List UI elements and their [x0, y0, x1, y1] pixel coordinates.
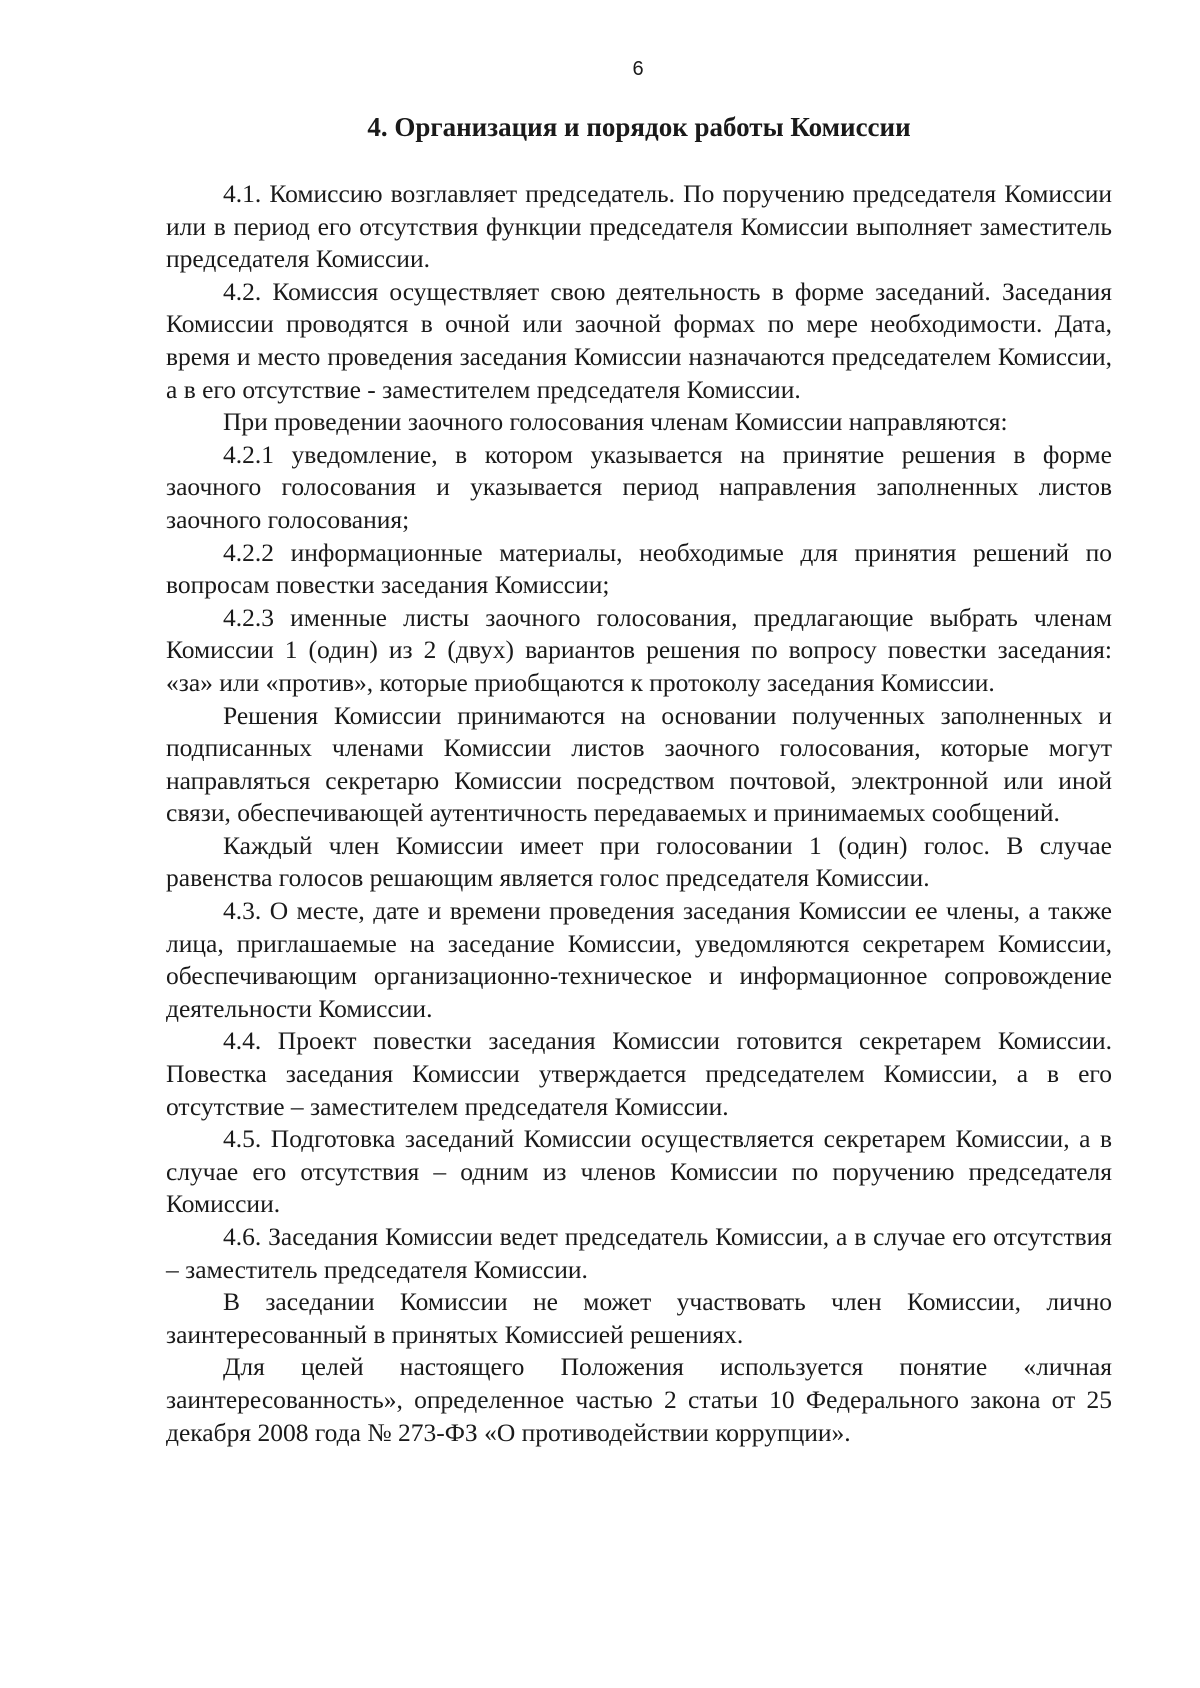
paragraph-4-3: 4.3. О месте, дате и времени проведения заседания Комиссии ее члены, а также лица, приглашаемые на заседание Комиссии, уведомляются секретарем Комиссии, обеспечивающим организационно-техническое и информационное сопровождение деятельности Комиссии. — [166, 896, 1112, 1023]
paragraph-4-1: 4.1. Комиссию возглавляет председатель. По поручению председателя Комиссии или в период его отсутствия функции председателя Комиссии выполняет заместитель председателя Комиссии. — [166, 179, 1112, 274]
page-number: 6 — [632, 58, 644, 80]
paragraph-definition: Для целей настоящего Положения используется понятие «личная заинтересованность», определенное частью 2 статьи 10 Федерального закона от 25 декабря 2008 года № 273-ФЗ «О противодействии коррупции». — [166, 1352, 1112, 1447]
paragraph-4-2-3: 4.2.3 именные листы заочного голосования, предлагающие выбрать членам Комиссии 1 (один) из 2 (двух) вариантов решения по вопросу повестки заседания: «за» или «против», которые приобщаются к протоколу заседания Комиссии. — [166, 602, 1112, 697]
paragraph-4-2-2: 4.2.2 информационные материалы, необходимые для принятия решений по вопросам повестки заседания Комиссии; — [166, 537, 1112, 600]
document-body — [166, 178, 1112, 1449]
paragraph-4-2: 4.2. Комиссия осуществляет свою деятельность в форме заседаний. Заседания Комиссии проводятся в очной или заочной формах по мере необходимости. Дата, время и место проведения заседания Комиссии назначаются председателем Комиссии, а в его отсутствие - заместителем председателя Комиссии. — [166, 276, 1112, 404]
paragraph-votes: Каждый член Комиссии имеет при голосовании 1 (один) голос. В случае равенства голосов решающим является голос председателя Комиссии. — [166, 830, 1112, 893]
paragraph-decisions: Решения Комиссии принимаются на основании полученных заполненных и подписанных членами Комиссии листов заочного голосования, которые могут направляться секретарю Комиссии посредством почтовой, электронной или иной связи, обеспечивающей аутентичность передаваемых и принимаемых сообщений. — [166, 700, 1112, 828]
paragraph-conflict: В заседании Комиссии не может участвовать член Комиссии, лично заинтересованный в принятых Комиссией решениях. — [166, 1287, 1112, 1349]
paragraph-4-2-1: 4.2.1 уведомление, в котором указывается на принятие решения в форме заочного голосования и указывается период направления заполненных листов заочного голосования; — [166, 439, 1112, 534]
paragraph-4-6: 4.6. Заседания Комиссии ведет председатель Комиссии, а в случае его отсутствия – заместитель председателя Комиссии. — [166, 1222, 1112, 1284]
paragraph-4-5: 4.5. Подготовка заседаний Комиссии осуществляется секретарем Комиссии, а в случае его отсутствия – одним из членов Комиссии по поручению председателя Комиссии. — [166, 1124, 1112, 1219]
paragraph-absentee-intro: При проведении заочного голосования членам Комиссии направляются: — [223, 407, 1008, 437]
section-title: 4. Организация и порядок работы Комиссии — [367, 112, 911, 142]
paragraph-4-4: 4.4. Проект повестки заседания Комиссии готовится секретарем Комиссии. Повестка заседания Комиссии утверждается председателем Комиссии, а в его отсутствие – заместителем председателя Комиссии. — [166, 1026, 1112, 1121]
